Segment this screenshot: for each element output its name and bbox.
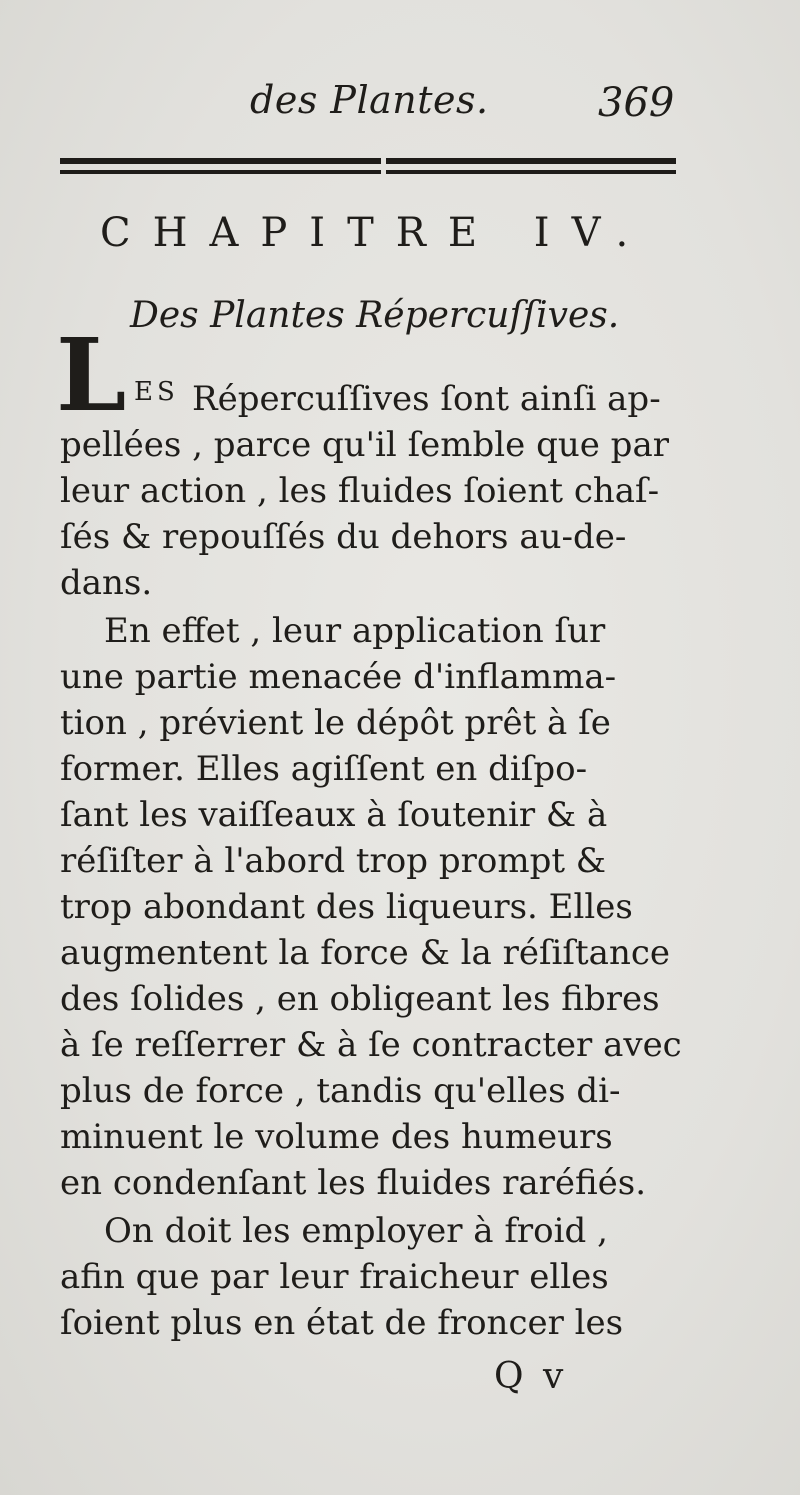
text-line: ſés & repouſſés du dehors au-de- — [60, 517, 627, 557]
drop-cap: L — [56, 316, 127, 434]
header-rule-thin — [60, 170, 676, 174]
text-line: ſant les vaiſſeaux à ſoutenir & à — [60, 795, 608, 835]
text-line: tion , prévient le dépôt prêt à ſe — [60, 703, 611, 743]
text-line: des ſolides , en obligeant les fibres — [60, 979, 660, 1019]
chapter-title: CHAPITRE IV. — [100, 210, 651, 256]
text-line: augmentent la force & la réſiſtance — [60, 933, 671, 973]
text-line: pellées , parce qu'il ſemble que par — [60, 425, 669, 465]
first-word-small-caps: ES — [134, 377, 179, 407]
header-rule-thick — [60, 158, 676, 164]
catchword: Q v — [494, 1356, 568, 1397]
text-line: On doit les employer à froid , — [104, 1211, 608, 1251]
text-line: en condenſant les fluides raréfiés. — [60, 1163, 647, 1203]
text-line: réſiſter à l'abord trop prompt & — [60, 841, 607, 881]
text-line: une partie menacée d'inflamma- — [60, 657, 617, 697]
text-line: Répercuſſives ſont ainſi ap- — [192, 379, 661, 419]
running-title: des Plantes. — [250, 78, 489, 122]
text-line: afin que par leur fraicheur elles — [60, 1257, 609, 1297]
text-line: ſoient plus en état de froncer les — [60, 1303, 624, 1343]
text-line: leur action , les fluides ſoient chaſ- — [60, 471, 660, 511]
text-line: En effet , leur application ſur — [104, 611, 606, 651]
page-number: 369 — [598, 80, 675, 126]
text-line: dans. — [60, 563, 153, 603]
text-line: minuent le volume des humeurs — [60, 1117, 613, 1157]
text-line: trop abondant des liqueurs. Elles — [60, 887, 633, 927]
text-line: plus de force , tandis qu'elles di- — [60, 1071, 621, 1111]
rule-break — [381, 154, 386, 178]
text-line: à ſe reſſerrer & à ſe contracter avec — [60, 1025, 682, 1065]
text-line: former. Elles agiſſent en diſpo- — [60, 749, 588, 789]
section-title: Des Plantes Répercuſſives. — [130, 295, 620, 336]
